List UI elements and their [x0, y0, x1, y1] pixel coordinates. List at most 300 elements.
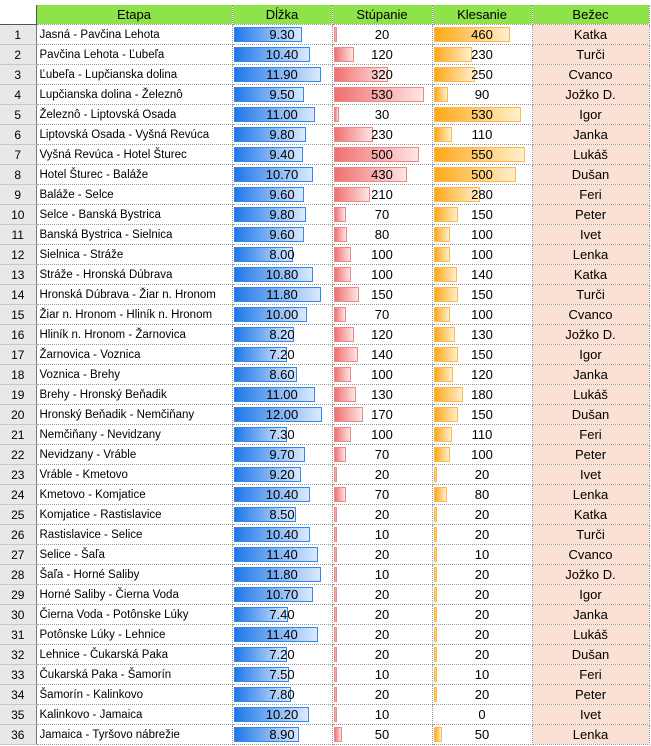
- cell-dlzka[interactable]: [232, 85, 332, 105]
- table-row: [0, 105, 649, 125]
- row-number[interactable]: 29: [0, 585, 36, 605]
- cell-klesanie[interactable]: [432, 305, 532, 325]
- cell-dlzka[interactable]: [232, 485, 332, 505]
- cell-klesanie[interactable]: [432, 585, 532, 605]
- cell-klesanie-value: 250: [471, 67, 493, 82]
- cell-stupanie[interactable]: [332, 365, 432, 385]
- cell-bezec[interactable]: Igor: [532, 345, 649, 365]
- row-number[interactable]: 10: [0, 205, 36, 225]
- cell-bezec[interactable]: Janka: [532, 605, 649, 625]
- cell-dlzka[interactable]: [232, 465, 332, 485]
- cell-stupanie[interactable]: [332, 605, 432, 625]
- cell-dlzka[interactable]: [232, 425, 332, 445]
- cell-stupanie[interactable]: [332, 165, 432, 185]
- table-row: [0, 265, 649, 285]
- cell-dlzka[interactable]: [232, 45, 332, 65]
- cell-bezec[interactable]: Peter: [532, 205, 649, 225]
- cell-klesanie-value: 110: [471, 427, 493, 442]
- cell-etapa[interactable]: Šaľa - Horné Saliby: [36, 565, 232, 585]
- cell-etapa[interactable]: Horné Saliby - Čierna Voda: [36, 585, 232, 605]
- cell-etapa[interactable]: Brehy - Hronský Beňadik: [36, 385, 232, 405]
- cell-dlzka-value: 8.00: [269, 247, 295, 262]
- cell-bezec[interactable]: Lukáš: [532, 145, 649, 165]
- cell-etapa[interactable]: Banská Bystrica - Sielnica: [36, 225, 232, 245]
- cell-dlzka[interactable]: [232, 705, 332, 725]
- table-row: [0, 365, 649, 385]
- cell-etapa[interactable]: Lehnice - Čukarská Paka: [36, 645, 232, 665]
- cell-stupanie[interactable]: [332, 85, 432, 105]
- cell-bezec[interactable]: Katka: [532, 505, 649, 525]
- cell-bezec[interactable]: Dušan: [532, 165, 649, 185]
- cell-bezec[interactable]: Lukáš: [532, 385, 649, 405]
- row-number[interactable]: 21: [0, 425, 36, 445]
- cell-stupanie[interactable]: [332, 105, 432, 125]
- cell-klesanie[interactable]: [432, 705, 532, 725]
- header-klesanie[interactable]: Klesanie: [432, 5, 532, 25]
- cell-etapa[interactable]: Žiar n. Hronom - Hliník n. Hronom: [36, 305, 232, 325]
- row-number[interactable]: 31: [0, 625, 36, 645]
- cell-stupanie-value: 210: [371, 187, 393, 202]
- cell-bezec[interactable]: Lenka: [532, 485, 649, 505]
- cell-klesanie[interactable]: [432, 185, 532, 205]
- cell-stupanie-value: 530: [371, 87, 393, 102]
- row-number[interactable]: 11: [0, 225, 36, 245]
- cell-stupanie-value: 20: [374, 507, 390, 522]
- cell-etapa[interactable]: Žarnovica - Voznica: [36, 345, 232, 365]
- cell-stupanie-value: 20: [374, 467, 390, 482]
- cell-dlzka-value: 10.80: [265, 267, 299, 282]
- cell-dlzka[interactable]: [232, 625, 332, 645]
- cell-bezec[interactable]: Lenka: [532, 725, 649, 745]
- cell-stupanie-value: 430: [371, 167, 393, 182]
- cell-stupanie[interactable]: [332, 205, 432, 225]
- cell-klesanie[interactable]: [432, 725, 532, 745]
- cell-klesanie[interactable]: [432, 385, 532, 405]
- cell-stupanie-value: 20: [374, 587, 390, 602]
- cell-etapa[interactable]: Lupčianska dolina - Železnô: [36, 85, 232, 105]
- row-number[interactable]: 33: [0, 665, 36, 685]
- cell-klesanie[interactable]: [432, 445, 532, 465]
- cell-stupanie[interactable]: [332, 685, 432, 705]
- cell-klesanie[interactable]: [432, 625, 532, 645]
- cell-etapa[interactable]: Hotel Šturec - Baláže: [36, 165, 232, 185]
- table-row: [0, 725, 649, 745]
- cell-dlzka[interactable]: [232, 385, 332, 405]
- row-number[interactable]: 7: [0, 145, 36, 165]
- row-number[interactable]: 36: [0, 725, 36, 745]
- cell-bezec[interactable]: Igor: [532, 585, 649, 605]
- cell-klesanie[interactable]: [432, 525, 532, 545]
- cell-etapa[interactable]: Hronský Beňadik - Nemčiňany: [36, 405, 232, 425]
- cell-klesanie-value: 130: [471, 327, 493, 342]
- cell-klesanie[interactable]: [432, 505, 532, 525]
- cell-stupanie-value: 20: [374, 27, 390, 42]
- row-number[interactable]: 35: [0, 705, 36, 725]
- cell-etapa[interactable]: Selce - Banská Bystrica: [36, 205, 232, 225]
- cell-dlzka[interactable]: [232, 725, 332, 745]
- cell-etapa[interactable]: Šamorín - Kalinkovo: [36, 685, 232, 705]
- cell-stupanie-value: 20: [374, 647, 390, 662]
- cell-dlzka[interactable]: [232, 325, 332, 345]
- cell-klesanie-value: 150: [471, 407, 493, 422]
- cell-dlzka[interactable]: [232, 585, 332, 605]
- cell-klesanie[interactable]: [432, 225, 532, 245]
- cell-stupanie[interactable]: [332, 265, 432, 285]
- cell-klesanie[interactable]: [432, 65, 532, 85]
- cell-klesanie[interactable]: [432, 145, 532, 165]
- table-row: [0, 345, 649, 365]
- cell-dlzka[interactable]: [232, 205, 332, 225]
- cell-stupanie[interactable]: [332, 425, 432, 445]
- cell-stupanie[interactable]: [332, 65, 432, 85]
- cell-dlzka[interactable]: [232, 285, 332, 305]
- cell-dlzka-value: 9.50: [269, 87, 295, 102]
- cell-dlzka[interactable]: [232, 665, 332, 685]
- cell-dlzka-value: 7.20: [269, 347, 295, 362]
- cell-klesanie-value: 10: [474, 547, 490, 562]
- cell-stupanie-value: 10: [374, 707, 390, 722]
- cell-bezec[interactable]: Ivet: [532, 225, 649, 245]
- cell-etapa[interactable]: Vyšná Revúca - Hotel Šturec: [36, 145, 232, 165]
- row-number[interactable]: 24: [0, 485, 36, 505]
- cell-klesanie[interactable]: [432, 325, 532, 345]
- table-row: [0, 525, 649, 545]
- cell-dlzka-value: 7.30: [269, 427, 295, 442]
- cell-stupanie[interactable]: [332, 285, 432, 305]
- cell-dlzka[interactable]: [232, 605, 332, 625]
- cell-klesanie[interactable]: [432, 365, 532, 385]
- cell-stupanie-value: 10: [374, 567, 390, 582]
- cell-klesanie[interactable]: [432, 85, 532, 105]
- cell-etapa[interactable]: Čukarská Paka - Šamorín: [36, 665, 232, 685]
- cell-stupanie[interactable]: [332, 245, 432, 265]
- cell-klesanie[interactable]: [432, 105, 532, 125]
- cell-dlzka[interactable]: [232, 545, 332, 565]
- table-row: [0, 485, 649, 505]
- cell-klesanie[interactable]: [432, 285, 532, 305]
- cell-bezec[interactable]: Peter: [532, 685, 649, 705]
- row-number[interactable]: 32: [0, 645, 36, 665]
- cell-stupanie[interactable]: [332, 645, 432, 665]
- row-number[interactable]: 30: [0, 605, 36, 625]
- cell-stupanie[interactable]: [332, 45, 432, 65]
- cell-klesanie-value: 500: [471, 167, 493, 182]
- cell-bezec[interactable]: Feri: [532, 665, 649, 685]
- cell-klesanie[interactable]: [432, 245, 532, 265]
- row-number[interactable]: 18: [0, 365, 36, 385]
- row-number[interactable]: 3: [0, 65, 36, 85]
- cell-stupanie[interactable]: [332, 585, 432, 605]
- cell-stupanie-value: 320: [371, 67, 393, 82]
- cell-bezec[interactable]: Dušan: [532, 645, 649, 665]
- cell-stupanie-value: 20: [374, 607, 390, 622]
- cell-klesanie[interactable]: [432, 645, 532, 665]
- cell-klesanie-value: 100: [471, 247, 493, 262]
- cell-dlzka-value: 9.70: [269, 447, 295, 462]
- cell-etapa[interactable]: Voznica - Brehy: [36, 365, 232, 385]
- cell-etapa[interactable]: Sielnica - Stráže: [36, 245, 232, 265]
- cell-etapa[interactable]: Pavčina Lehota - Ľubeľa: [36, 45, 232, 65]
- cell-klesanie[interactable]: [432, 465, 532, 485]
- cell-klesanie[interactable]: [432, 545, 532, 565]
- cell-etapa[interactable]: Vráble - Kmetovo: [36, 465, 232, 485]
- cell-bezec[interactable]: Feri: [532, 425, 649, 445]
- cell-klesanie-value: 100: [471, 307, 493, 322]
- cell-bezec[interactable]: Katka: [532, 265, 649, 285]
- cell-dlzka[interactable]: [232, 125, 332, 145]
- cell-stupanie[interactable]: [332, 705, 432, 725]
- row-number[interactable]: 16: [0, 325, 36, 345]
- row-number[interactable]: 15: [0, 305, 36, 325]
- cell-etapa[interactable]: Nevidzany - Vráble: [36, 445, 232, 465]
- cell-klesanie[interactable]: [432, 345, 532, 365]
- cell-dlzka-value: 11.00: [266, 387, 298, 402]
- cell-dlzka[interactable]: [232, 365, 332, 385]
- cell-dlzka[interactable]: [232, 245, 332, 265]
- cell-klesanie-value: 230: [471, 47, 493, 62]
- cell-stupanie[interactable]: [332, 225, 432, 245]
- row-number[interactable]: 26: [0, 525, 36, 545]
- cell-klesanie[interactable]: [432, 485, 532, 505]
- cell-dlzka[interactable]: [232, 25, 332, 45]
- cell-dlzka[interactable]: [232, 305, 332, 325]
- cell-stupanie[interactable]: [332, 25, 432, 45]
- cell-bezec[interactable]: Turči: [532, 45, 649, 65]
- cell-dlzka[interactable]: [232, 645, 332, 665]
- cell-klesanie[interactable]: [432, 425, 532, 445]
- cell-etapa[interactable]: Čierna Voda - Potônske Lúky: [36, 605, 232, 625]
- cell-dlzka-value: 7.50: [269, 667, 295, 682]
- row-number[interactable]: 27: [0, 545, 36, 565]
- header-dlzka[interactable]: Dĺžka: [232, 5, 332, 25]
- cell-stupanie-value: 70: [374, 487, 390, 502]
- cell-bezec[interactable]: Jožko D.: [532, 85, 649, 105]
- cell-bezec[interactable]: Turči: [532, 285, 649, 305]
- cell-etapa[interactable]: Železnô - Liptovská Osada: [36, 105, 232, 125]
- corner-cell[interactable]: [0, 5, 36, 25]
- row-number[interactable]: 28: [0, 565, 36, 585]
- cell-stupanie[interactable]: [332, 465, 432, 485]
- cell-dlzka[interactable]: [232, 105, 332, 125]
- cell-klesanie[interactable]: [432, 205, 532, 225]
- cell-bezec[interactable]: Feri: [532, 185, 649, 205]
- cell-bezec[interactable]: Cvanco: [532, 65, 649, 85]
- cell-etapa[interactable]: Ľubeľa - Lupčianska dolina: [36, 65, 232, 85]
- header-etapa[interactable]: Etapa: [36, 5, 232, 25]
- row-number[interactable]: 22: [0, 445, 36, 465]
- cell-stupanie[interactable]: [332, 505, 432, 525]
- cell-bezec[interactable]: Jožko D.: [532, 565, 649, 585]
- cell-klesanie-value: 10: [474, 667, 490, 682]
- cell-stupanie[interactable]: [332, 185, 432, 205]
- cell-dlzka[interactable]: [232, 565, 332, 585]
- row-number[interactable]: 20: [0, 405, 36, 425]
- cell-stupanie[interactable]: [332, 125, 432, 145]
- cell-dlzka[interactable]: [232, 65, 332, 85]
- cell-etapa[interactable]: Selice - Šaľa: [36, 545, 232, 565]
- cell-klesanie[interactable]: [432, 45, 532, 65]
- cell-stupanie[interactable]: [332, 625, 432, 645]
- cell-stupanie-value: 20: [374, 687, 390, 702]
- cell-stupanie[interactable]: [332, 445, 432, 465]
- cell-stupanie[interactable]: [332, 485, 432, 505]
- cell-bezec[interactable]: Jožko D.: [532, 325, 649, 345]
- row-number[interactable]: 6: [0, 125, 36, 145]
- cell-etapa[interactable]: Hronská Dúbrava - Žiar n. Hronom: [36, 285, 232, 305]
- cell-stupanie[interactable]: [332, 565, 432, 585]
- cell-klesanie-value: 20: [474, 567, 490, 582]
- table-row: [0, 225, 649, 245]
- cell-stupanie-value: 70: [374, 307, 390, 322]
- cell-stupanie-value: 10: [374, 667, 390, 682]
- cell-dlzka-value: 7.80: [269, 687, 295, 702]
- cell-dlzka[interactable]: [232, 685, 332, 705]
- cell-stupanie[interactable]: [332, 665, 432, 685]
- cell-stupanie[interactable]: [332, 525, 432, 545]
- cell-bezec[interactable]: Ivet: [532, 705, 649, 725]
- table-row: [0, 25, 649, 45]
- cell-etapa[interactable]: Kalinkovo - Jamaica: [36, 705, 232, 725]
- cell-klesanie-value: 100: [471, 447, 493, 462]
- cell-etapa[interactable]: Kmetovo - Komjatice: [36, 485, 232, 505]
- cell-etapa[interactable]: Rastislavice - Selice: [36, 525, 232, 545]
- cell-stupanie[interactable]: [332, 385, 432, 405]
- cell-dlzka[interactable]: [232, 525, 332, 545]
- cell-klesanie[interactable]: [432, 125, 532, 145]
- table-row: [0, 405, 649, 425]
- cell-stupanie[interactable]: [332, 305, 432, 325]
- cell-dlzka[interactable]: [232, 265, 332, 285]
- cell-stupanie-value: 100: [371, 267, 393, 282]
- row-number[interactable]: 5: [0, 105, 36, 125]
- table-row: [0, 425, 649, 445]
- cell-bezec[interactable]: Ivet: [532, 465, 649, 485]
- cell-stupanie[interactable]: [332, 405, 432, 425]
- cell-etapa[interactable]: Nemčiňany - Nevidzany: [36, 425, 232, 445]
- cell-dlzka[interactable]: [232, 505, 332, 525]
- cell-dlzka-value: 10.40: [265, 47, 299, 62]
- cell-dlzka-value: 11.00: [266, 107, 298, 122]
- table-row: [0, 605, 649, 625]
- cell-bezec[interactable]: Cvanco: [532, 305, 649, 325]
- row-number[interactable]: 25: [0, 505, 36, 525]
- cell-etapa[interactable]: Stráže - Hronská Dúbrava: [36, 265, 232, 285]
- cell-stupanie[interactable]: [332, 325, 432, 345]
- row-number[interactable]: 14: [0, 285, 36, 305]
- row-number[interactable]: 13: [0, 265, 36, 285]
- cell-klesanie[interactable]: [432, 685, 532, 705]
- cell-dlzka-value: 10.40: [265, 487, 299, 502]
- cell-dlzka[interactable]: [232, 165, 332, 185]
- cell-dlzka[interactable]: [232, 185, 332, 205]
- row-number[interactable]: 23: [0, 465, 36, 485]
- row-number[interactable]: 9: [0, 185, 36, 205]
- cell-dlzka-value: 10.70: [265, 167, 299, 182]
- cell-klesanie-value: 90: [474, 87, 490, 102]
- cell-stupanie[interactable]: [332, 345, 432, 365]
- cell-bezec[interactable]: Cvanco: [532, 545, 649, 565]
- header-stupanie[interactable]: Stúpanie: [332, 5, 432, 25]
- table-row: [0, 325, 649, 345]
- row-number[interactable]: 19: [0, 385, 36, 405]
- cell-dlzka-value: 10.40: [265, 527, 299, 542]
- table-row: [0, 285, 649, 305]
- row-number[interactable]: 1: [0, 25, 36, 45]
- row-number[interactable]: 34: [0, 685, 36, 705]
- cell-dlzka-value: 10.70: [265, 587, 299, 602]
- cell-stupanie-value: 140: [371, 347, 393, 362]
- header-bezec[interactable]: Bežec: [532, 5, 649, 25]
- cell-klesanie[interactable]: [432, 25, 532, 45]
- cell-klesanie-value: 20: [474, 647, 490, 662]
- cell-stupanie[interactable]: [332, 545, 432, 565]
- cell-bezec[interactable]: Janka: [532, 365, 649, 385]
- cell-etapa[interactable]: Jasná - Pavčina Lehota: [36, 25, 232, 45]
- cell-stupanie-value: 500: [371, 147, 393, 162]
- cell-dlzka-value: 8.90: [269, 727, 295, 742]
- table-row: [0, 685, 649, 705]
- table-row: [0, 705, 649, 725]
- cell-dlzka-value: 9.60: [269, 187, 295, 202]
- cell-dlzka-value: 7.20: [269, 647, 295, 662]
- row-number[interactable]: 8: [0, 165, 36, 185]
- cell-dlzka-value: 11.80: [266, 287, 298, 302]
- cell-stupanie-value: 230: [371, 127, 393, 142]
- cell-etapa[interactable]: Jamaica - Tyršovo nábrežie: [36, 725, 232, 745]
- cell-stupanie[interactable]: [332, 145, 432, 165]
- cell-klesanie-value: 140: [471, 267, 493, 282]
- cell-klesanie[interactable]: [432, 165, 532, 185]
- table-row: [0, 245, 649, 265]
- cell-stupanie-value: 70: [374, 207, 390, 222]
- cell-etapa[interactable]: Hliník n. Hronom - Žarnovica: [36, 325, 232, 345]
- cell-bezec[interactable]: Katka: [532, 25, 649, 45]
- cell-klesanie[interactable]: [432, 605, 532, 625]
- cell-klesanie-value: 20: [474, 687, 490, 702]
- cell-dlzka[interactable]: [232, 445, 332, 465]
- cell-dlzka[interactable]: [232, 145, 332, 165]
- cell-klesanie[interactable]: [432, 665, 532, 685]
- cell-dlzka-value: 8.20: [269, 327, 295, 342]
- cell-bezec[interactable]: Lenka: [532, 245, 649, 265]
- cell-etapa[interactable]: Liptovská Osada - Vyšná Revúca: [36, 125, 232, 145]
- row-number[interactable]: 4: [0, 85, 36, 105]
- cell-bezec[interactable]: Turči: [532, 525, 649, 545]
- row-number[interactable]: 12: [0, 245, 36, 265]
- cell-klesanie[interactable]: [432, 405, 532, 425]
- cell-bezec[interactable]: Lukáš: [532, 625, 649, 645]
- cell-bezec[interactable]: Igor: [532, 105, 649, 125]
- row-number[interactable]: 17: [0, 345, 36, 365]
- cell-klesanie[interactable]: [432, 265, 532, 285]
- cell-klesanie[interactable]: [432, 565, 532, 585]
- cell-etapa[interactable]: Komjatice - Rastislavice: [36, 505, 232, 525]
- table-row: [0, 145, 649, 165]
- cell-dlzka[interactable]: [232, 405, 332, 425]
- cell-dlzka[interactable]: [232, 345, 332, 365]
- cell-dlzka[interactable]: [232, 225, 332, 245]
- row-number[interactable]: 2: [0, 45, 36, 65]
- cell-bezec[interactable]: Janka: [532, 125, 649, 145]
- cell-etapa[interactable]: Potônske Lúky - Lehnice: [36, 625, 232, 645]
- cell-etapa[interactable]: Baláže - Selce: [36, 185, 232, 205]
- cell-bezec[interactable]: Peter: [532, 445, 649, 465]
- cell-bezec[interactable]: Dušan: [532, 405, 649, 425]
- cell-stupanie-value: 20: [374, 627, 390, 642]
- cell-klesanie-value: 460: [471, 27, 493, 42]
- cell-dlzka-value: 8.50: [269, 507, 295, 522]
- cell-stupanie[interactable]: [332, 725, 432, 745]
